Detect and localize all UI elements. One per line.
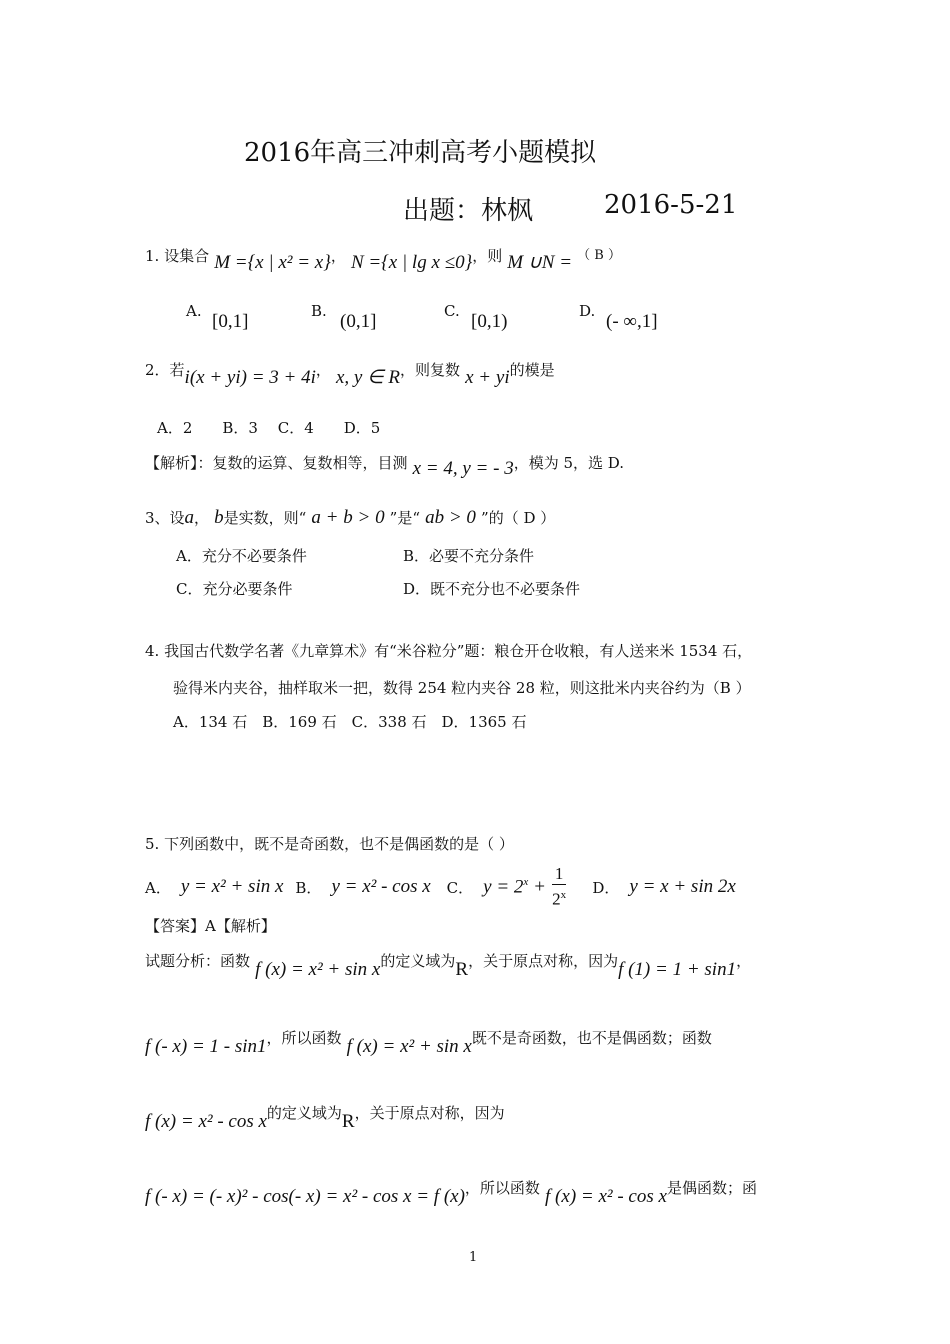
s1-text-d: ，: [736, 952, 752, 970]
q4-line-1: 4. 我国古代数学名著《九章算术》有“米谷粒分”题：粮仓开仓收粮，有人送来米 1534 石，: [145, 642, 753, 660]
s1-text-c: ，关于原点对称，因为: [468, 952, 619, 970]
q5-option-d: y = x + sin 2x: [629, 876, 736, 897]
q1-option-c-value: [0,1): [471, 311, 508, 332]
q1-option-d-value: (- ∞,1]: [606, 311, 658, 332]
q1-set-m: M ={x | x² = x}: [214, 252, 331, 273]
q2-comma: ，: [315, 361, 331, 379]
page-number: 1: [469, 1250, 478, 1265]
q2-stem-b: ，则复数: [400, 361, 461, 379]
fraction-numerator: 1: [552, 864, 567, 885]
denominator-exponent: x: [560, 889, 567, 902]
q5-solution-line-1: [145, 950, 752, 980]
q1-set-n: N ={x | lg x ≤0}: [350, 252, 473, 273]
q5-option-a: y = x² + sin x: [180, 876, 284, 897]
q1-option-b-label: B.: [311, 302, 327, 320]
s1-domain-r: R: [455, 959, 469, 980]
question-1-stem: [145, 244, 621, 273]
q2-analysis: [145, 452, 625, 479]
q1-union: M ∪N =: [507, 252, 573, 273]
s1-text-b: 的定义域为: [380, 952, 456, 970]
s1-formula-g: f (1) = 1 + sin1: [618, 959, 737, 980]
q1-stem-b: ，则: [472, 247, 503, 265]
s2-text-b: 既不是奇函数，也不是偶函数；函数: [471, 1029, 712, 1047]
q3-stem-c: ”是“: [389, 509, 421, 527]
q5-option-c-label: C．: [446, 878, 474, 897]
q1-option-c-label: C.: [444, 302, 460, 320]
q2-analysis-equation: x = 4, y = - 3: [412, 458, 514, 479]
q4-line-2: 验得米内夹谷，抽样取米一把，数得 254 粒内夹谷 28 粒，则这批米内夹谷约为（B ）: [173, 679, 751, 697]
q1-stem-a: 1. 设集合: [145, 247, 210, 265]
s2-formula-g: f (x) = x² + sin x: [346, 1036, 472, 1057]
fraction-denominator: [552, 885, 567, 910]
q5-answer: 【答案】A【解析】: [145, 917, 276, 935]
q5-option-b-label: B．: [295, 878, 322, 897]
q3-sep: ，: [194, 509, 210, 527]
s3-formula-f: f (x) = x² - cos x: [145, 1111, 267, 1132]
date-line: 2016-5-21: [604, 190, 738, 220]
q5-option-c: [483, 876, 546, 898]
s4-text-a: ，所以函数: [464, 1179, 540, 1197]
s4-text-b: 是偶函数；函: [666, 1179, 757, 1197]
author-line: 出题：林枫: [403, 196, 534, 226]
q1-option-b-value: (0,1]: [340, 311, 377, 332]
q5-option-c-base: y = 2: [483, 876, 524, 898]
q1-option-d-label: D.: [579, 302, 596, 320]
s2-text-a: ，所以函数: [266, 1029, 342, 1047]
q5-option-a-label: A．: [145, 878, 171, 897]
q2-analysis-b: ，模为 5，选 D.: [513, 454, 625, 472]
q5-option-c-fraction: [552, 864, 567, 910]
question-2-stem: [145, 358, 555, 388]
s4-formula-f: f (- x) = (- x)² - cos(- x) = x² - cos x = f (x): [145, 1186, 465, 1207]
q2-analysis-a: 【解析】：复数的运算、复数相等，目测: [145, 454, 408, 472]
denominator-base: 2: [552, 889, 561, 909]
q1-option-a-value: [0,1]: [212, 311, 249, 332]
s1-text-a: 试题分析：函数: [145, 952, 251, 970]
q1-comma: ，: [330, 247, 346, 265]
q4-options: A．134 石 B．169 石 C．338 石 D．1365 石: [173, 713, 527, 731]
q1-answer: （ B ）: [577, 248, 621, 263]
q5-option-b: y = x² - cos x: [331, 876, 431, 897]
s3-text-a: 的定义域为: [266, 1104, 342, 1122]
s1-formula-f: f (x) = x² + sin x: [255, 959, 381, 980]
q2-condition: x, y ∈ R: [335, 367, 401, 388]
q3-var-a: a: [184, 507, 195, 528]
s3-domain-r: R: [341, 1111, 355, 1132]
q3-option-a: A．充分不必要条件: [176, 547, 307, 565]
s2-formula-f: f (- x) = 1 - sin1: [145, 1036, 267, 1057]
q5-solution-line-4: [145, 1177, 757, 1207]
q3-stem-b: 是实数，则“: [223, 509, 307, 527]
q5-option-d-label: D．: [592, 878, 620, 897]
q3-condition-1: a + b > 0: [311, 507, 385, 528]
q3-option-c: C．充分必要条件: [176, 580, 293, 598]
s4-formula-g: f (x) = x² - cos x: [545, 1186, 667, 1207]
q3-var-b: b: [214, 507, 224, 528]
q5-option-c-exponent: x: [523, 875, 529, 888]
q3-stem-d: ”的（ D ）: [481, 509, 556, 527]
q2-equation: i(x + yi) = 3 + 4i: [184, 367, 316, 388]
q2-stem-a: 2．若: [145, 361, 185, 379]
q1-option-a-label: A.: [186, 302, 202, 320]
q5-option-c-plus: +: [528, 876, 546, 898]
q5-options: [145, 862, 736, 912]
question-3-stem: [145, 507, 555, 529]
q3-option-b: B．必要不充分条件: [403, 547, 535, 565]
s3-text-b: ，关于原点对称，因为: [354, 1104, 505, 1122]
q2-options: A．2 B．3 C．4 D．5: [157, 419, 381, 437]
q5-solution-line-2: [145, 1027, 712, 1057]
document-title: 2016年高三冲刺高考小题模拟: [244, 138, 597, 168]
q2-stem-c: 的模是: [509, 361, 555, 379]
q3-stem-a: 3、设: [145, 509, 185, 527]
q3-condition-2: ab > 0: [425, 507, 476, 528]
q5-solution-line-3: [145, 1102, 505, 1132]
q2-expression: x + yi: [465, 367, 510, 388]
q3-option-d: D．既不充分也不必要条件: [403, 580, 581, 598]
q5-stem: 5. 下列函数中，既不是奇函数，也不是偶函数的是（ ）: [145, 835, 514, 853]
